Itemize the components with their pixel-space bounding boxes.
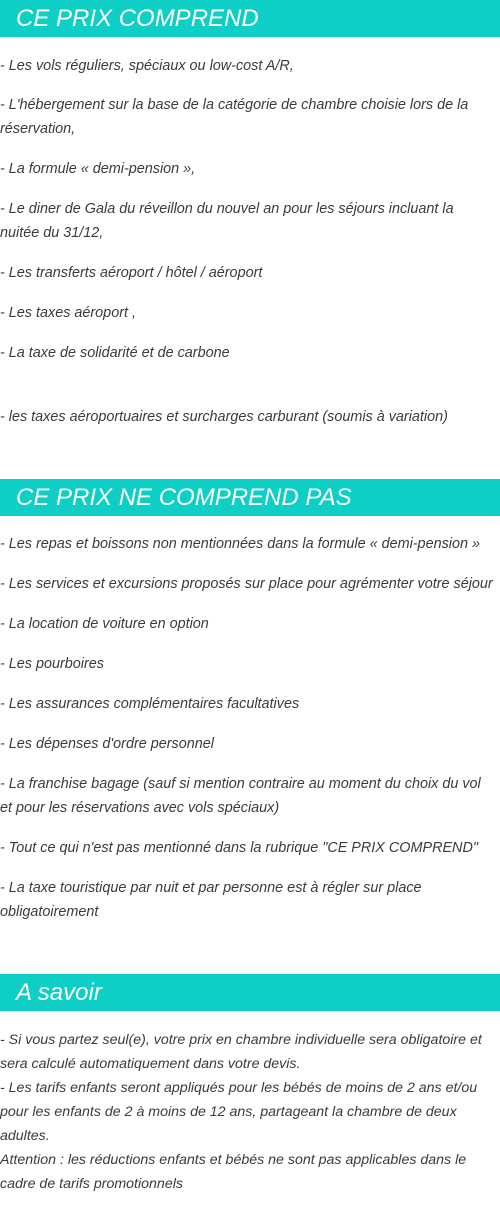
a-savoir-line: Attention : les réductions enfants et bébés ne sont pas applicables dans le cadre de tarifs promotionnels (0, 1152, 467, 1192)
included-item: - L'hébergement sur la base de la catégorie de chambre choisie lors de la réservation, (0, 97, 469, 137)
included-item: - Les transferts aéroport / hôtel / aéroport (0, 265, 263, 281)
section-header-included: CE PRIX COMPREND (0, 0, 500, 37)
a-savoir-text (0, 1028, 498, 1196)
excluded-item: - Les services et excursions proposés sur place pour agrémenter votre séjour (0, 576, 493, 592)
section-header-not-included: CE PRIX NE COMPREND PAS (0, 479, 500, 516)
excluded-item: - La franchise bagage (sauf si mention contraire au moment du choix du vol et pour les réservations avec vols spéciaux) (0, 776, 481, 816)
excluded-item: - Les dépenses d'ordre personnel (0, 736, 214, 752)
excluded-item: - Tout ce qui n'est pas mentionné dans la rubrique "CE PRIX COMPREND" (0, 840, 478, 856)
excluded-item: - Les assurances complémentaires facultatives (0, 696, 300, 712)
included-item: - Les taxes aéroport , (0, 305, 136, 321)
a-savoir-line: - Les tarifs enfants seront appliqués pour les bébés de moins de 2 ans et/ou pour les enfants de 2 à moins de 12 ans, partageant la chambre de deux adultes. (0, 1080, 478, 1144)
excluded-item: - La taxe touristique par nuit et par personne est à régler sur place obligatoirement (0, 880, 422, 920)
included-item: - La formule « demi-pension », (0, 161, 196, 177)
excluded-item: - La location de voiture en option (0, 616, 209, 632)
a-savoir-line: - Si vous partez seul(e), votre prix en chambre individuelle sera obligatoire et sera calculé automatiquement dans votre devis. (0, 1032, 482, 1072)
included-item: - Le diner de Gala du réveillon du nouvel an pour les séjours incluant la nuitée du 31/12, (0, 201, 454, 241)
included-item: - La taxe de solidarité et de carbone (0, 345, 230, 361)
excluded-item: - Les pourboires (0, 656, 104, 672)
included-item: - Les vols réguliers, spéciaux ou low-cost A/R, (0, 58, 294, 74)
excluded-item: - Les repas et boissons non mentionnées dans la formule « demi-pension » (0, 536, 480, 552)
included-item: - les taxes aéroportuaires et surcharges carburant (soumis à variation) (0, 409, 448, 425)
section-header-a-savoir: A savoir (0, 974, 500, 1011)
